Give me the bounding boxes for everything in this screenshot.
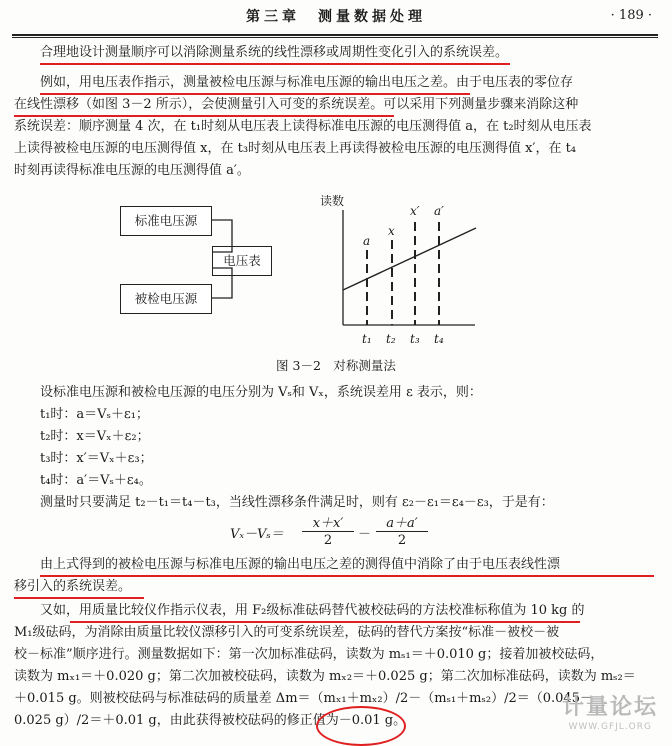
tick-label-t3: t₃ (410, 332, 420, 346)
watermark-logo: 计量论坛 (561, 695, 658, 720)
paragraph-line: 上读得被检电压源的电压测得值 x，在 t₃时刻从电压表上再读得被检电压源的电压测得值 x′，在 t₄ (14, 141, 577, 156)
red-underline (40, 575, 654, 577)
equation-intro: 设标准电压源和被检电压源的电压分别为 Vₛ和 Vₓ，系统误差用 ε 表示，则： (40, 385, 482, 400)
paragraph-line: 系统误差：顺序测量 4 次，在 t₁时刻从电压表上读得标准电压源的电压测得值 a，在 t₂时刻从电压表 (14, 119, 592, 134)
formula (230, 512, 470, 552)
point-label-x: x (388, 224, 395, 238)
formula-den1: 2 (323, 533, 333, 548)
figure-caption: 图 3－2 对称测量法 (276, 358, 396, 373)
equation-condition: 测量时只要满足 t₂－t₁＝t₄－t₃，当线性漂移条件满足时，则有 ε₂－ε₁＝ε₄－ε₃，于是有： (40, 495, 554, 510)
standard-source-box: 标准电压源 (120, 206, 212, 236)
paragraph-line: M₁级砝码，为消除由质量比较仪漂移引入的可变系统误差，砝码的替代方案按“标准－被校－被 (14, 625, 560, 640)
formula-den2: 2 (397, 533, 407, 548)
equation-t3: t₃时：x′＝Vₓ＋ε₃； (40, 451, 153, 466)
formula-minus: － (358, 527, 372, 542)
formula-num2: a＋a′ (386, 516, 418, 531)
page-number: · 189 · (610, 8, 652, 23)
paragraph-line: 0.025 g）/2＝＋0.01 g，由此获得被校砝码的修正值为－0.01 g。 (14, 713, 407, 728)
paragraph-line: 又如，用质量比较仪作指示仪表，用 F₂级标准砝码替代被校砝码的方法校准标称值为 10 kg 的 (40, 603, 585, 618)
equation-t1: t₁时：a＝Vₛ＋ε₁； (40, 407, 149, 422)
voltmeter-box: 电压表 (212, 246, 272, 276)
red-underline (14, 597, 144, 599)
formula-bar1 (302, 531, 354, 532)
red-circle-annotation (316, 706, 406, 746)
paragraph-line: 由上式得到的被检电压源与标准电压源的输出电压之差的测得值中消除了由于电压表线性漂 (40, 557, 561, 572)
point-label-a-prime: a′ (434, 204, 444, 218)
paragraph-line: 例如，用电压表作指示，测量被检电压源与标准电压源的输出电压之差。由于电压表的零位存 (40, 75, 574, 90)
chapter-title: 第三章 测量数据处理 (246, 9, 426, 25)
paragraph-line: ＋0.015 g。则被校砝码与标准砝码的质量差 Δm＝（mₓ₁＋mₓ₂）/2－（mₛ₁＋mₛ₂）/2＝（0.045－ (14, 691, 593, 706)
paragraph-line: 读数为 mₓ₁＝＋0.020 g；第二次加被校砝码，读数为 mₓ₂＝＋0.025 g；第二次加标准砝码，读数为 mₛ₂＝ (14, 669, 636, 684)
paragraph-line: 校－标准”顺序进行。测量数据如下：第一次加标准砝码，读数为 mₛ₁＝＋0.010 g；接着加被校砝码， (14, 647, 604, 662)
equation-t2: t₂时：x＝Vₓ＋ε₂； (40, 429, 150, 444)
equation-t4: t₄时：a′＝Vₛ＋ε₄。 (40, 473, 152, 488)
point-label-a: a (363, 234, 371, 248)
formula-lhs: Vₓ－Vₛ＝ (230, 527, 284, 542)
paragraph-line: 时刻再读得标准电压源的电压测得值 a′。 (14, 163, 250, 178)
paragraph-line: 合理地设计测量顺序可以消除测量系统的线性漂移或周期性变化引入的系统误差。 (40, 45, 509, 60)
paragraph-line: 移引入的系统误差。 (14, 579, 132, 594)
tick-label-t1: t₁ (362, 332, 372, 346)
watermark-url: WWW.GFJL.ORG (568, 722, 652, 732)
y-axis-label: 读数 (320, 194, 345, 208)
test-source-box: 被检电压源 (120, 284, 212, 314)
paragraph-line: 在线性漂移（如图 3－2 所示），会使测量引入可变的系统误差。可以采用下列测量步骤来消除这种 (14, 97, 579, 112)
tick-label-t2: t₂ (386, 332, 396, 346)
formula-bar2 (376, 531, 428, 532)
tick-label-t4: t₄ (434, 332, 444, 346)
red-underline (70, 621, 580, 623)
formula-num1: x＋x′ (312, 516, 344, 531)
point-label-x-prime: x′ (410, 204, 420, 218)
